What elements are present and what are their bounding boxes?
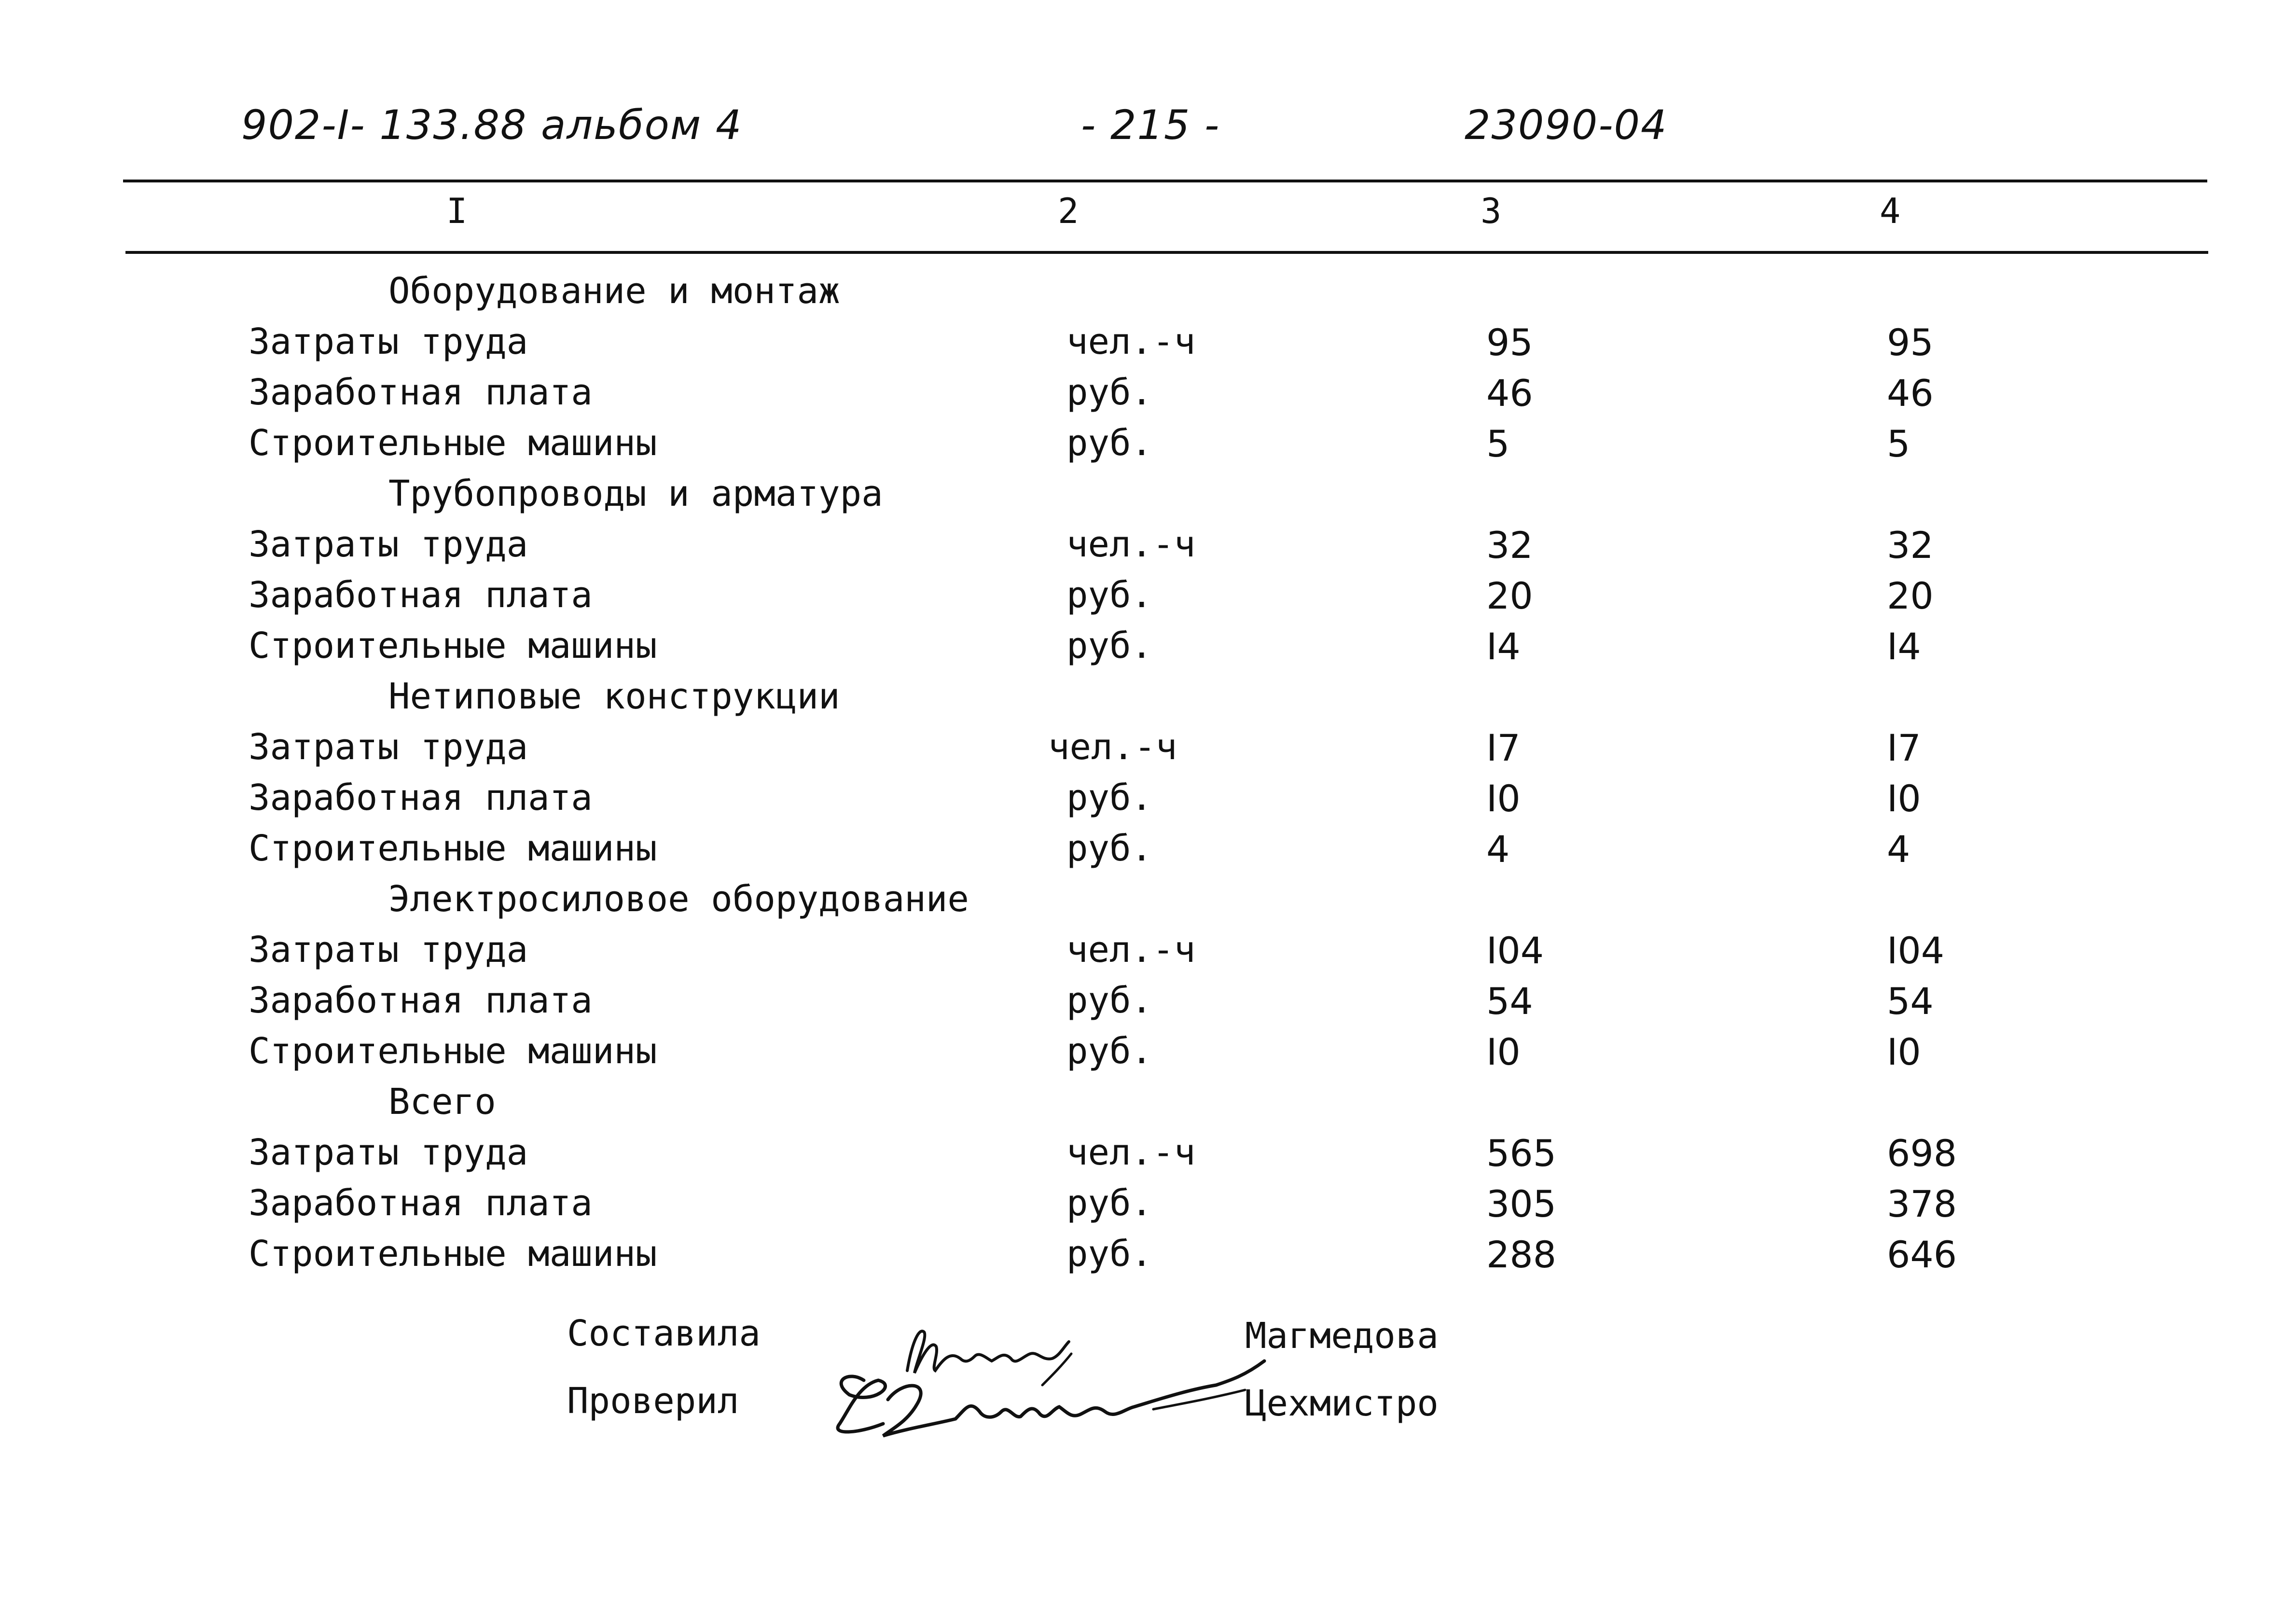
row-unit: руб.: [1066, 980, 1153, 1021]
table-row: [0, 980, 2270, 1030]
row-value-col3: 565: [1486, 1132, 1557, 1175]
section-title: Оборудование и монтаж: [388, 270, 840, 312]
row-value-col4: 32: [1887, 524, 1934, 567]
row-value-col4: 54: [1887, 980, 1934, 1023]
row-value-col3: 288: [1486, 1233, 1557, 1276]
table-row: [0, 777, 2270, 828]
compiled-by-name: Магмедова: [1245, 1315, 1439, 1357]
table-row: [0, 524, 2270, 574]
row-label: Заработная плата: [249, 574, 593, 616]
row-label: Строительные машины: [249, 1030, 657, 1072]
table-row: [0, 422, 2270, 473]
column-number-1: I: [446, 191, 468, 231]
row-unit: руб.: [1066, 1030, 1153, 1072]
table-row: [0, 828, 2270, 878]
section-title: Трубопроводы и арматура: [388, 473, 883, 514]
row-label: Затраты труда: [249, 1132, 528, 1173]
row-label: Строительные машины: [249, 422, 657, 464]
row-value-col3: 5: [1486, 422, 1510, 465]
row-label: Строительные машины: [249, 1233, 657, 1275]
row-value-col4: 698: [1887, 1132, 1957, 1175]
section-heading: [0, 473, 2270, 524]
row-value-col3: I0: [1486, 1030, 1521, 1073]
row-value-col4: 20: [1887, 574, 1934, 617]
table-row: [0, 1030, 2270, 1081]
row-value-col4: 4: [1887, 828, 1910, 871]
checked-by-label: Проверил: [567, 1380, 739, 1422]
row-label: Строительные машины: [249, 828, 657, 869]
row-value-col4: 646: [1887, 1233, 1957, 1276]
table-row: [0, 574, 2270, 625]
table-row: [0, 929, 2270, 980]
section-heading: [0, 676, 2270, 726]
section-title: Всего: [388, 1081, 496, 1123]
row-unit: чел.-ч: [1066, 929, 1196, 971]
row-value-col3: I4: [1486, 625, 1521, 668]
row-unit: руб.: [1066, 574, 1153, 616]
row-value-col4: I7: [1887, 726, 1921, 769]
row-label: Заработная плата: [249, 372, 593, 413]
table-row: [0, 1233, 2270, 1284]
row-label: Затраты труда: [249, 726, 528, 768]
table-row: [0, 372, 2270, 422]
row-value-col4: 46: [1887, 372, 1934, 415]
doc-number: 23090-04: [1465, 101, 1668, 149]
page-number: - 215 -: [1081, 101, 1220, 149]
table-row: [0, 1132, 2270, 1182]
row-unit: руб.: [1066, 1182, 1153, 1224]
section-heading: [0, 878, 2270, 929]
row-value-col3: 305: [1486, 1182, 1557, 1225]
row-unit: руб.: [1066, 777, 1153, 819]
row-label: Заработная плата: [249, 1182, 593, 1224]
section-title: Электросиловое оборудование: [388, 878, 969, 920]
row-unit: чел.-ч: [1066, 524, 1196, 565]
table-row: [0, 625, 2270, 676]
row-value-col3: 4: [1486, 828, 1510, 871]
row-value-col3: I0: [1486, 777, 1521, 820]
row-unit: руб.: [1066, 1233, 1153, 1275]
row-value-col4: I04: [1887, 929, 1945, 972]
table-header-rule: [125, 251, 2208, 254]
column-number-2: 2: [1058, 191, 1079, 231]
row-unit: руб.: [1066, 625, 1153, 666]
row-unit: руб.: [1066, 372, 1153, 413]
row-label: Строительные машины: [249, 625, 657, 666]
row-unit: чел.-ч: [1048, 726, 1177, 768]
checker-signature-image: [820, 1351, 1274, 1462]
table-row: [0, 1182, 2270, 1233]
row-value-col3: 20: [1486, 574, 1533, 617]
column-number-4: 4: [1880, 191, 1901, 231]
table-row: [0, 321, 2270, 372]
table-top-rule: [123, 180, 2207, 182]
checked-by-name: Цехмистро: [1245, 1383, 1439, 1424]
row-unit: руб.: [1066, 422, 1153, 464]
column-number-3: 3: [1481, 191, 1502, 231]
row-value-col3: 32: [1486, 524, 1533, 567]
row-value-col4: 5: [1887, 422, 1910, 465]
row-unit: чел.-ч: [1066, 321, 1196, 362]
row-value-col3: 95: [1486, 321, 1533, 364]
row-value-col4: I0: [1887, 777, 1921, 820]
row-label: Затраты труда: [249, 929, 528, 971]
section-heading: [0, 270, 2270, 321]
row-label: Заработная плата: [249, 777, 593, 819]
row-value-col3: 46: [1486, 372, 1533, 415]
row-unit: чел.-ч: [1066, 1132, 1196, 1173]
row-unit: руб.: [1066, 828, 1153, 869]
row-value-col3: I04: [1486, 929, 1544, 972]
row-value-col3: I7: [1486, 726, 1521, 769]
row-value-col4: I0: [1887, 1030, 1921, 1073]
row-value-col3: 54: [1486, 980, 1533, 1023]
doc-code: 902-I- 133.88 альбом 4: [241, 101, 743, 149]
row-value-col4: 378: [1887, 1182, 1957, 1225]
section-heading: [0, 1081, 2270, 1132]
row-label: Заработная плата: [249, 980, 593, 1021]
row-value-col4: I4: [1887, 625, 1921, 668]
row-value-col4: 95: [1887, 321, 1934, 364]
section-title: Нетиповые конструкции: [388, 676, 840, 717]
table-row: [0, 726, 2270, 777]
row-label: Затраты труда: [249, 524, 528, 565]
row-label: Затраты труда: [249, 321, 528, 362]
compiled-by-label: Составила: [567, 1313, 761, 1354]
